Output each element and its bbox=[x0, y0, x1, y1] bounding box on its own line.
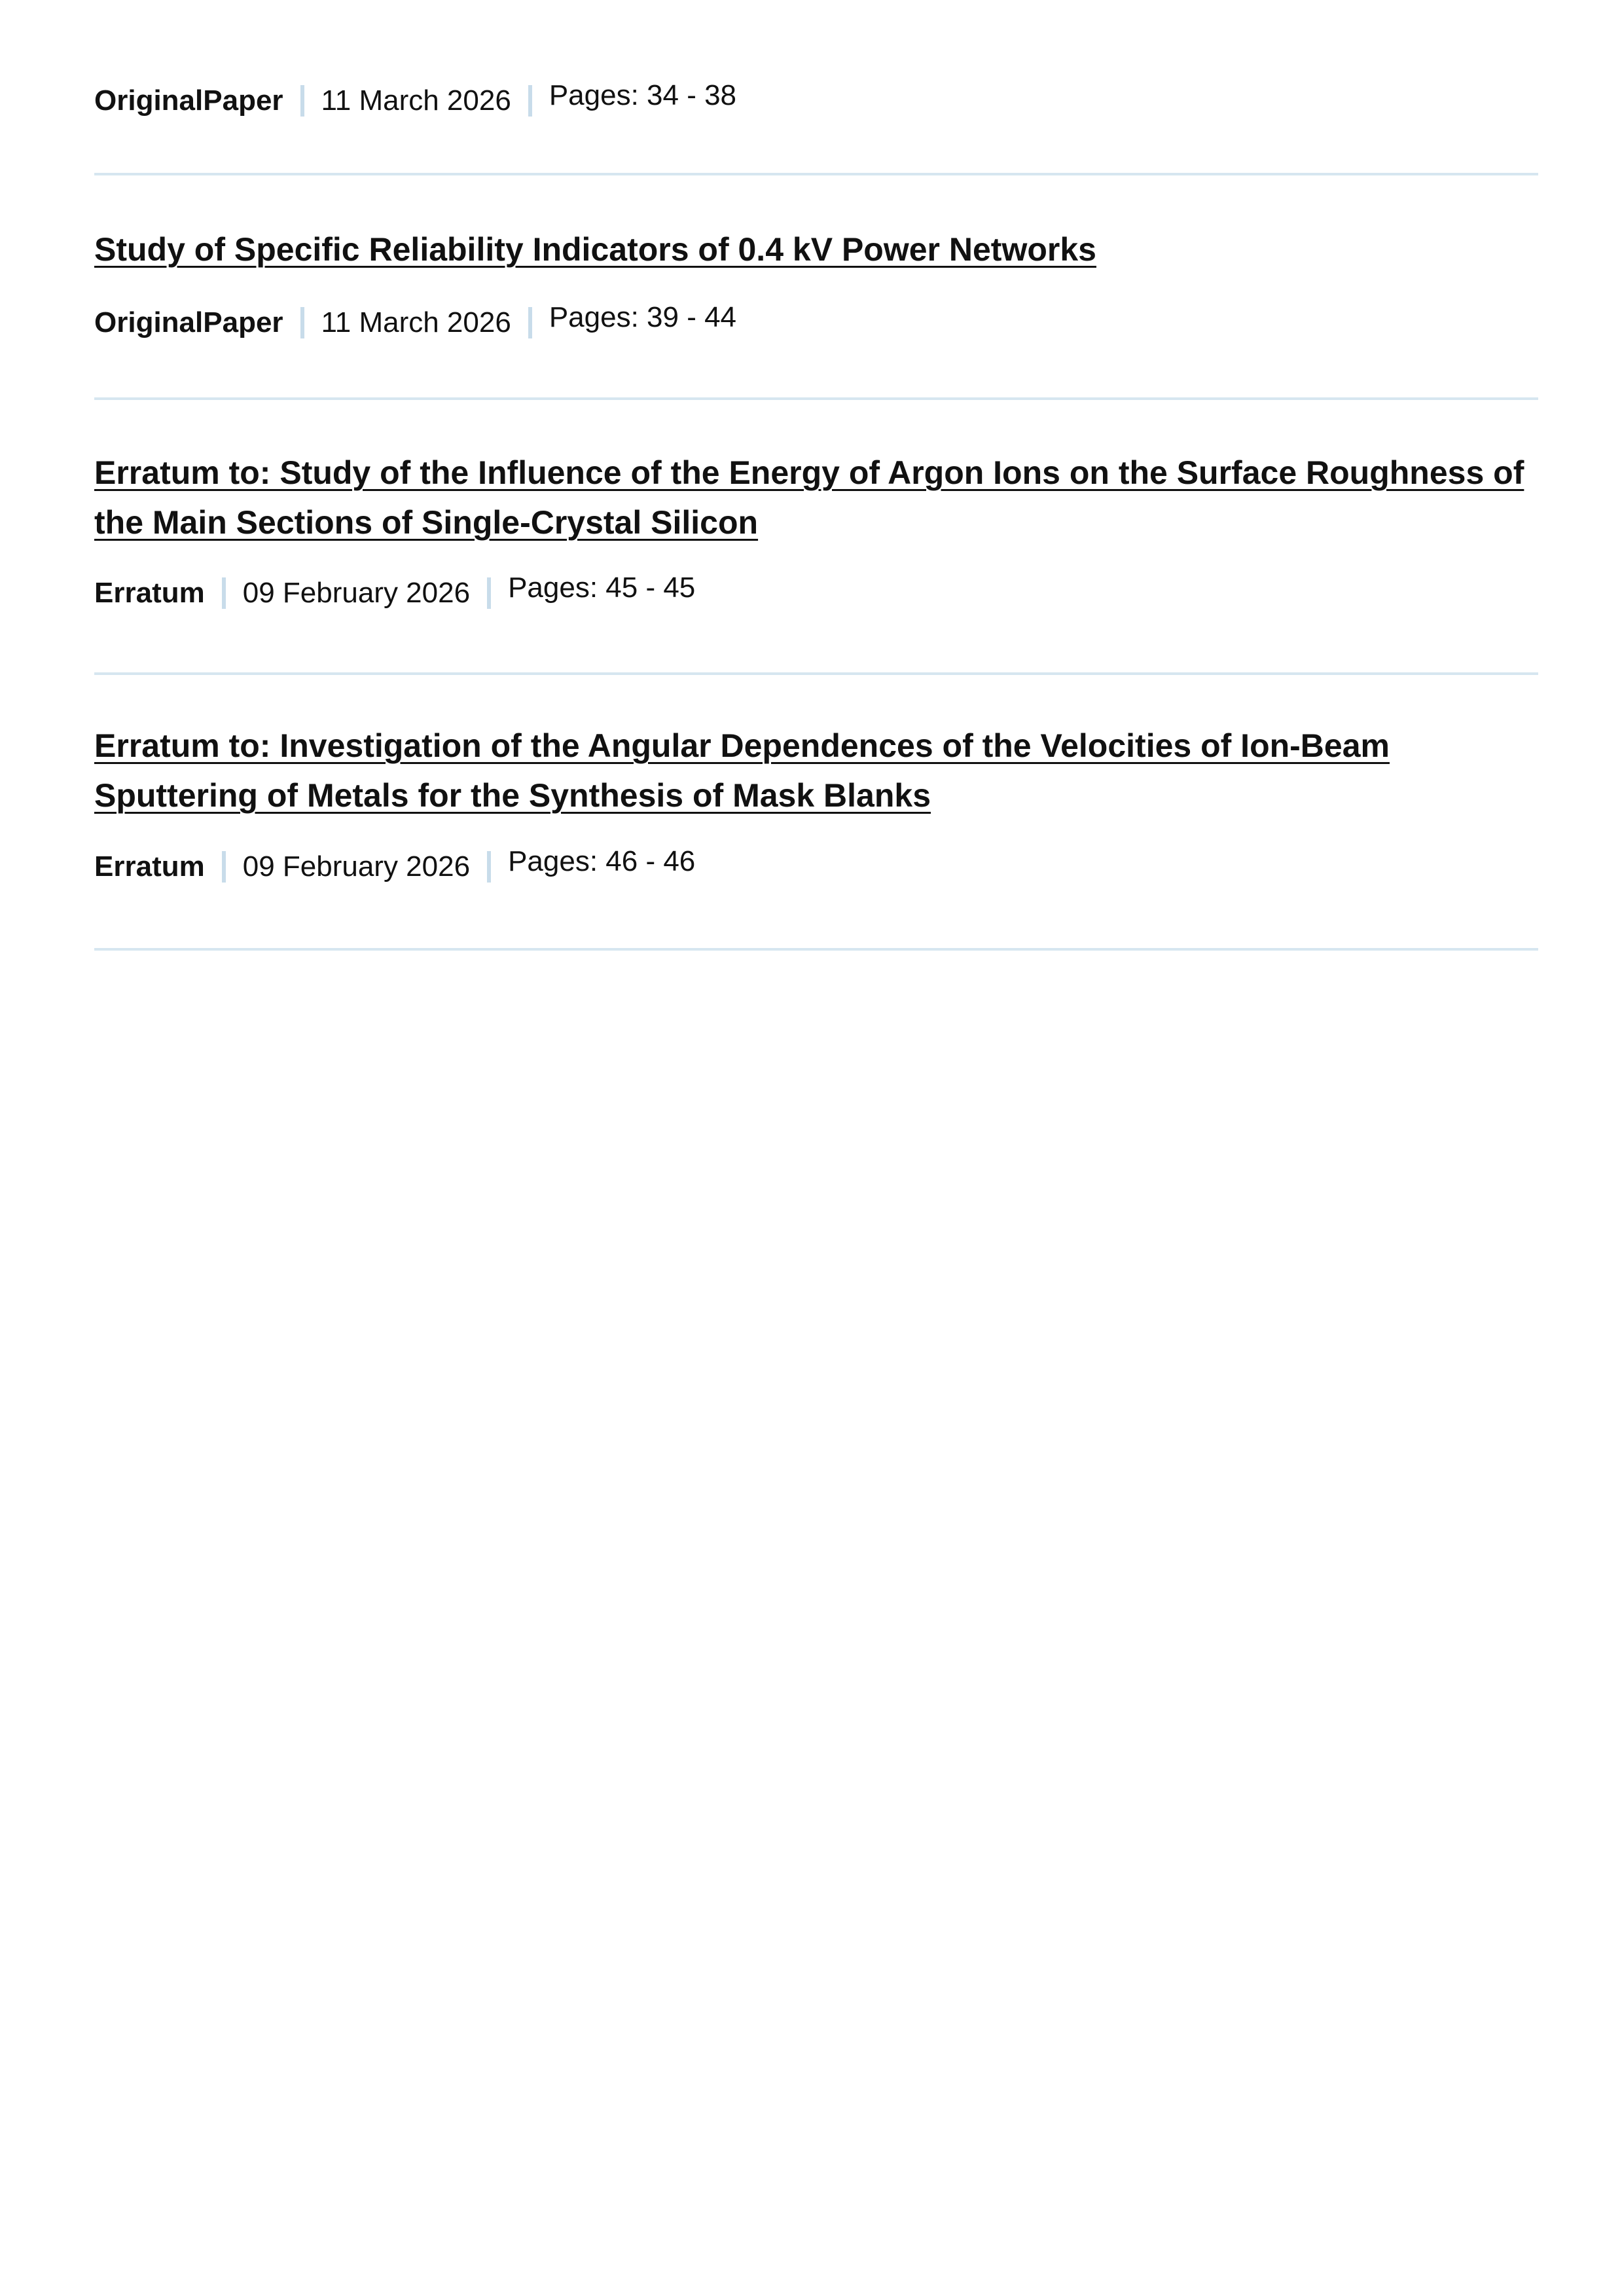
article-pages: Pages: 34 - 38 bbox=[549, 79, 737, 111]
meta-separator bbox=[300, 307, 304, 338]
article-entry bbox=[94, 675, 1538, 951]
article-type: OriginalPaper bbox=[94, 306, 283, 338]
article-date: 09 February 2026 bbox=[242, 577, 471, 609]
meta-separator bbox=[222, 851, 226, 883]
article-date: 11 March 2026 bbox=[321, 84, 511, 117]
article-pages: Pages: 39 - 44 bbox=[549, 301, 737, 333]
article-title-link[interactable]: Erratum to: Investigation of the Angular Dependences of the Velocities of Ion-Beam Sputtering of Metals for the Synthesis of Mask Blanks bbox=[94, 727, 1390, 814]
article-type: OriginalPaper bbox=[94, 84, 283, 117]
article-meta bbox=[94, 574, 1538, 613]
article-meta bbox=[94, 847, 1538, 886]
article-meta bbox=[94, 303, 1538, 342]
article-entry bbox=[94, 400, 1538, 675]
article-pages: Pages: 45 - 45 bbox=[508, 572, 696, 604]
meta-separator bbox=[222, 577, 226, 609]
meta-separator bbox=[487, 577, 491, 609]
article-list bbox=[94, 0, 1538, 951]
meta-separator bbox=[300, 85, 304, 117]
article-meta bbox=[94, 81, 1538, 120]
article-title-link[interactable]: Erratum to: Study of the Influence of the Energy of Argon Ions on the Surface Roughness of the Main Sections of Single-Crystal Silicon bbox=[94, 454, 1524, 541]
article-type: Erratum bbox=[94, 577, 205, 609]
meta-separator bbox=[528, 85, 532, 117]
article-entry bbox=[94, 175, 1538, 400]
meta-separator bbox=[487, 851, 491, 883]
article-pages: Pages: 46 - 46 bbox=[508, 845, 696, 877]
article-entry bbox=[94, 0, 1538, 175]
article-date: 11 March 2026 bbox=[321, 306, 511, 338]
meta-separator bbox=[528, 307, 532, 338]
article-type: Erratum bbox=[94, 850, 205, 883]
article-title-link[interactable]: Study of Specific Reliability Indicators of 0.4 kV Power Networks bbox=[94, 231, 1096, 268]
article-date: 09 February 2026 bbox=[242, 850, 471, 883]
